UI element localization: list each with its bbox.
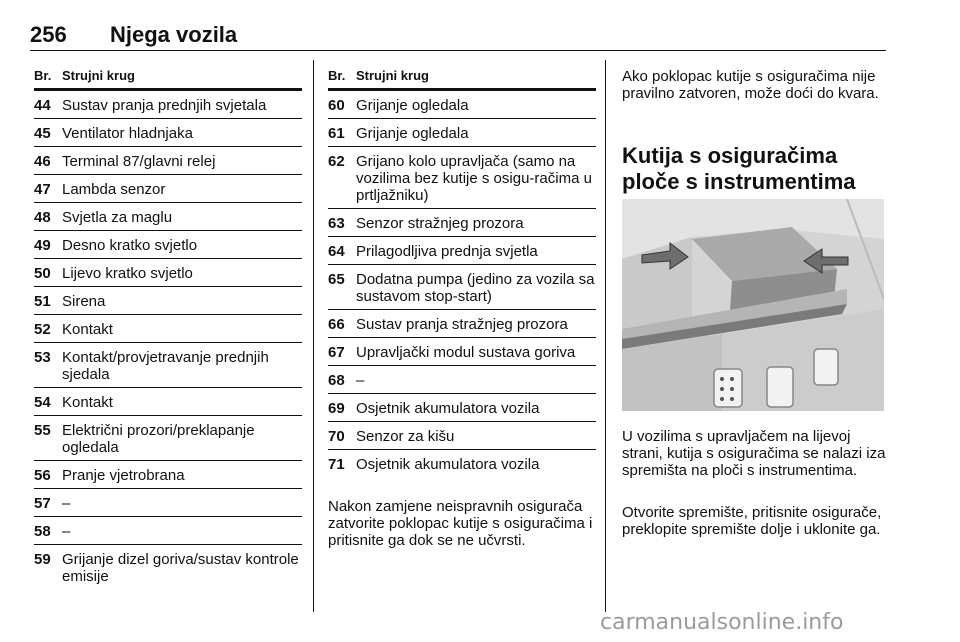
row-no: 67 <box>328 344 345 361</box>
row-no: 68 <box>328 372 345 389</box>
fuse-box-illustration <box>622 199 884 411</box>
table-row <box>34 461 302 489</box>
row-no: 60 <box>328 97 345 114</box>
row-text: – <box>62 495 71 512</box>
table-row <box>34 147 302 175</box>
table-row <box>328 310 596 338</box>
row-no: 52 <box>34 321 51 338</box>
removal-paragraph: Otvorite spremište, pritisnite osigurače, preklopite spremište dolje i uklonite ga. <box>622 504 882 538</box>
row-text: Kontakt <box>62 321 113 338</box>
page-header <box>30 22 886 52</box>
table-row <box>328 366 596 394</box>
table-row <box>34 343 302 388</box>
table-row <box>34 287 302 315</box>
row-no: 71 <box>328 456 345 473</box>
row-no: 44 <box>34 97 51 114</box>
row-no: 62 <box>328 153 345 170</box>
row-no: 65 <box>328 271 345 288</box>
column-divider-1 <box>313 60 314 612</box>
section-heading: Kutija s osiguračima ploče s instrumentima <box>622 143 856 194</box>
row-no: 61 <box>328 125 345 142</box>
row-no: 57 <box>34 495 51 512</box>
table-row <box>34 259 302 287</box>
row-no: 58 <box>34 523 51 540</box>
row-text: Osjetnik akumulatora vozila <box>356 400 540 417</box>
row-no: 54 <box>34 394 51 411</box>
table-row <box>328 265 596 310</box>
row-text: Lijevo kratko svjetlo <box>62 265 193 282</box>
row-text: Terminal 87/glavni relej <box>62 153 216 170</box>
page-number: 256 <box>30 22 67 47</box>
row-text: Senzor za kišu <box>356 428 455 445</box>
row-text: Sustav pranja prednjih svjetala <box>62 97 267 114</box>
table-row <box>34 545 302 589</box>
row-no: 48 <box>34 209 51 226</box>
row-text: Osjetnik akumulatora vozila <box>356 456 540 473</box>
row-no: 51 <box>34 293 51 310</box>
row-text: Grijanje dizel goriva/sustav kontrole emisije <box>62 551 299 585</box>
location-paragraph: U vozilima s upravljačem na lijevoj strani, kutija s osiguračima se nalazi iza spremišta na ploči s instrumentima. <box>622 428 886 479</box>
intro-paragraph: Ako poklopac kutije s osiguračima nije pravilno zatvoren, može doći do kvara. <box>622 68 879 102</box>
row-text: Upravljački modul sustava goriva <box>356 344 576 361</box>
table-row <box>34 119 302 147</box>
page-title: Njega vozila <box>110 22 238 47</box>
row-no: 47 <box>34 181 51 198</box>
row-text: – <box>62 523 71 540</box>
table-row <box>328 450 596 477</box>
col-header-no: Br. <box>328 68 346 83</box>
col-header-circuit: Strujni krug <box>62 68 135 83</box>
row-no: 56 <box>34 467 51 484</box>
row-text: Električni prozori/preklapanje ogledala <box>62 422 255 456</box>
table-header <box>34 66 302 91</box>
row-text: Kontakt/provjetravanje prednjih sjedala <box>62 349 269 383</box>
row-no: 55 <box>34 422 51 439</box>
table-row <box>34 315 302 343</box>
row-text: Sirena <box>62 293 106 310</box>
row-text: Grijanje ogledala <box>356 97 469 114</box>
table-row <box>328 422 596 450</box>
row-text: Sustav pranja stražnjeg prozora <box>356 316 568 333</box>
table-row <box>34 489 302 517</box>
table-row <box>328 91 596 119</box>
table-row <box>328 237 596 265</box>
row-text: Lambda senzor <box>62 181 166 198</box>
fuse-replacement-note: Nakon zamjene neispravnih osigurača zatvorite poklopac kutije s osiguračima i pritisnite ga dok se ne učvrsti. <box>328 498 593 549</box>
row-text: Ventilator hladnjaka <box>62 125 193 142</box>
row-text: Svjetla za maglu <box>62 209 173 226</box>
row-no: 70 <box>328 428 345 445</box>
row-text: Grijanje ogledala <box>356 125 469 142</box>
header-rule <box>30 50 886 51</box>
row-text: Dodatna pumpa (jedino za vozila sa sustavom stop-start) <box>356 271 595 305</box>
row-text: Desno kratko svjetlo <box>62 237 198 254</box>
table-row <box>34 91 302 119</box>
row-no: 45 <box>34 125 51 142</box>
row-text: Pranje vjetrobrana <box>62 467 185 484</box>
column-divider-2 <box>605 60 606 612</box>
row-text: Kontakt <box>62 394 113 411</box>
row-no: 46 <box>34 153 51 170</box>
table-row <box>34 231 302 259</box>
table-row <box>34 517 302 545</box>
table-row <box>328 147 596 209</box>
col-header-no: Br. <box>34 68 52 83</box>
row-no: 53 <box>34 349 51 366</box>
table-row <box>34 416 302 461</box>
row-text: Senzor stražnjeg prozora <box>356 215 524 232</box>
row-text: Prilagodljiva prednja svjetla <box>356 243 538 260</box>
col-header-circuit: Strujni krug <box>356 68 429 83</box>
row-no: 63 <box>328 215 345 232</box>
row-no: 49 <box>34 237 51 254</box>
row-text: Grijano kolo upravljača (samo na vozilima bez kutije s osigu-račima u prtljažniku) <box>356 153 592 204</box>
table-row <box>328 338 596 366</box>
row-no: 64 <box>328 243 345 260</box>
table-row <box>328 394 596 422</box>
table-header <box>328 66 596 91</box>
row-no: 50 <box>34 265 51 282</box>
table-row <box>34 175 302 203</box>
row-no: 66 <box>328 316 345 333</box>
table-row <box>328 209 596 237</box>
row-no: 69 <box>328 400 345 417</box>
fuse-table-middle <box>328 66 596 477</box>
table-row <box>34 203 302 231</box>
row-no: 59 <box>34 551 51 568</box>
row-text: – <box>356 372 365 389</box>
fuse-table-left <box>34 66 302 589</box>
table-row <box>34 388 302 416</box>
watermark: carmanualsonline.info <box>600 610 844 635</box>
table-row <box>328 119 596 147</box>
